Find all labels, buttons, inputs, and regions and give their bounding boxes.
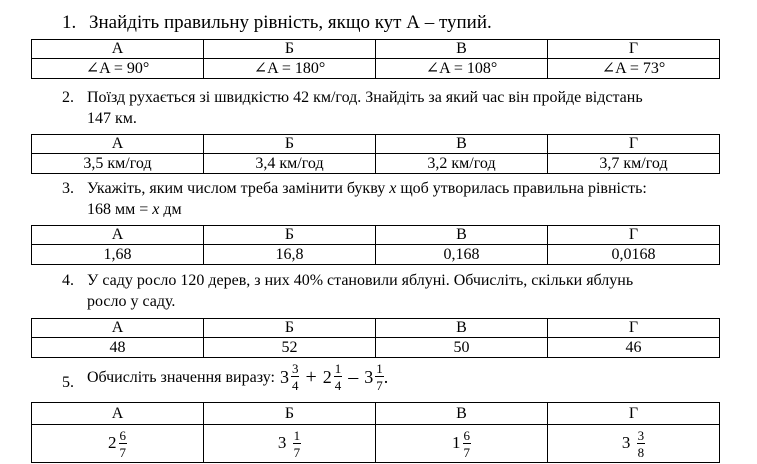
option-value-a: 1,68 (32, 245, 204, 265)
option-value-b: 16,8 (204, 245, 376, 265)
plus-operator: + (305, 365, 317, 388)
minus-operator: – (348, 365, 359, 388)
option-header-b: Б (204, 135, 376, 154)
option-header-v: В (376, 403, 548, 425)
numerator: 3 (637, 427, 645, 443)
question-number: 3. (62, 180, 74, 197)
option-value-v: 50 (376, 338, 548, 358)
question-text-line-2a: 168 мм = (87, 201, 153, 218)
option-header-g: Г (548, 226, 720, 245)
question-text-line-1: У саду росло 120 дерев, з них 40% становили яблуні. Обчисліть, скільки яблунь (87, 272, 634, 289)
numerator: 1 (293, 427, 301, 443)
option-value-g: 46 (548, 338, 720, 358)
numerator: 1 (376, 361, 383, 376)
question-text-line-2: росло у саду. (87, 293, 176, 310)
option-value-g (548, 425, 720, 463)
option-value-a: 48 (32, 338, 204, 358)
option-value-b: 3,4 км/год (204, 154, 376, 174)
option-value-b: 52 (204, 338, 376, 358)
term-3-fraction (375, 362, 384, 392)
answer-table-4 (31, 318, 720, 358)
option-header-a: А (32, 40, 204, 59)
option-value-a: ∠A = 90° (32, 59, 204, 79)
mixed-number (621, 427, 645, 460)
option-header-a: А (32, 135, 204, 154)
math-expression (280, 362, 388, 392)
option-value-g: 3,7 км/год (548, 154, 720, 174)
fraction (119, 429, 128, 459)
answer-table-1 (31, 39, 720, 79)
numerator: 3 (291, 361, 299, 376)
option-value-b (204, 425, 376, 463)
option-value-g: ∠A = 73° (548, 59, 720, 79)
option-value-a: 3,5 км/год (32, 154, 204, 174)
variable-x: x (389, 180, 397, 197)
term-2-fraction (334, 362, 343, 392)
question-4 (62, 270, 742, 312)
option-value-v (376, 425, 548, 463)
whole-part: 2 (108, 433, 117, 453)
option-value-b: ∠A = 180° (204, 59, 376, 79)
option-header-v: В (376, 226, 548, 245)
fraction (637, 429, 646, 459)
option-header-v: В (376, 319, 548, 338)
term-1-fraction (291, 362, 300, 392)
question-text-line-2: 147 км. (87, 110, 137, 127)
question-5 (62, 362, 742, 400)
option-header-g: Г (548, 319, 720, 338)
question-text-line-1b: щоб утворилась правильна рівність: (396, 180, 647, 197)
option-header-g: Г (548, 403, 720, 425)
expression-end: . (383, 366, 389, 387)
option-header-g: Г (548, 135, 720, 154)
option-header-b: Б (204, 403, 376, 425)
denominator: 7 (463, 444, 470, 460)
term-2-whole: 2 (322, 366, 332, 387)
denominator: 7 (119, 444, 126, 460)
answer-table-2 (31, 134, 720, 174)
question-number: 5. (62, 374, 74, 391)
question-number: 4. (62, 272, 74, 289)
option-header-b: Б (204, 226, 376, 245)
option-value-v: ∠A = 108° (376, 59, 548, 79)
question-2 (62, 87, 742, 129)
mixed-number (277, 427, 301, 460)
question-text (87, 362, 742, 392)
whole-part: 3 (277, 433, 287, 453)
option-header-b: Б (204, 40, 376, 59)
question-text-line-2b: дм (159, 201, 182, 218)
question-text: Знайдіть правильну рівність, якщо кут А – тупий. (89, 12, 492, 33)
whole-part: 1 (452, 433, 461, 453)
denominator: 4 (334, 378, 342, 393)
denominator: 7 (293, 444, 301, 460)
option-header-v: В (376, 40, 548, 59)
option-value-g: 0,0168 (548, 245, 720, 265)
option-value-v: 0,168 (376, 245, 548, 265)
answer-table-3 (31, 225, 720, 265)
question-number: 2. (62, 89, 74, 106)
mixed-number (108, 427, 127, 460)
option-header-a: А (32, 226, 204, 245)
option-header-g: Г (548, 40, 720, 59)
fraction (463, 429, 472, 459)
mixed-number (452, 427, 471, 460)
option-header-a: А (32, 403, 204, 425)
question-text (87, 87, 742, 129)
numerator: 1 (334, 361, 342, 376)
question-3 (62, 178, 742, 220)
fraction (293, 429, 302, 459)
question-number: 1. (62, 12, 77, 33)
answer-table-5 (31, 402, 720, 463)
option-header-b: Б (204, 319, 376, 338)
option-header-a: А (32, 319, 204, 338)
term-1-whole: 3 (279, 366, 289, 387)
denominator: 4 (291, 378, 299, 393)
question-text (87, 178, 742, 220)
question-text-line-1: Поїзд рухається зі швидкістю 42 км/год. Знайдіть за який час він пройде відстань (87, 89, 643, 106)
whole-part: 3 (621, 433, 631, 453)
option-value-v: 3,2 км/год (376, 154, 548, 174)
option-value-a (32, 425, 204, 463)
variable-x: x (152, 201, 160, 218)
numerator: 6 (119, 427, 126, 443)
denominator: 7 (376, 378, 383, 393)
question-text-line-1a: Укажіть, яким числом треба замінити букву (87, 180, 390, 197)
term-3-whole: 3 (364, 366, 374, 387)
option-header-v: В (376, 135, 548, 154)
question-text-lead: Обчисліть значення виразу: (87, 368, 275, 386)
denominator: 8 (637, 444, 645, 460)
question-text (87, 270, 742, 312)
numerator: 6 (463, 427, 470, 443)
